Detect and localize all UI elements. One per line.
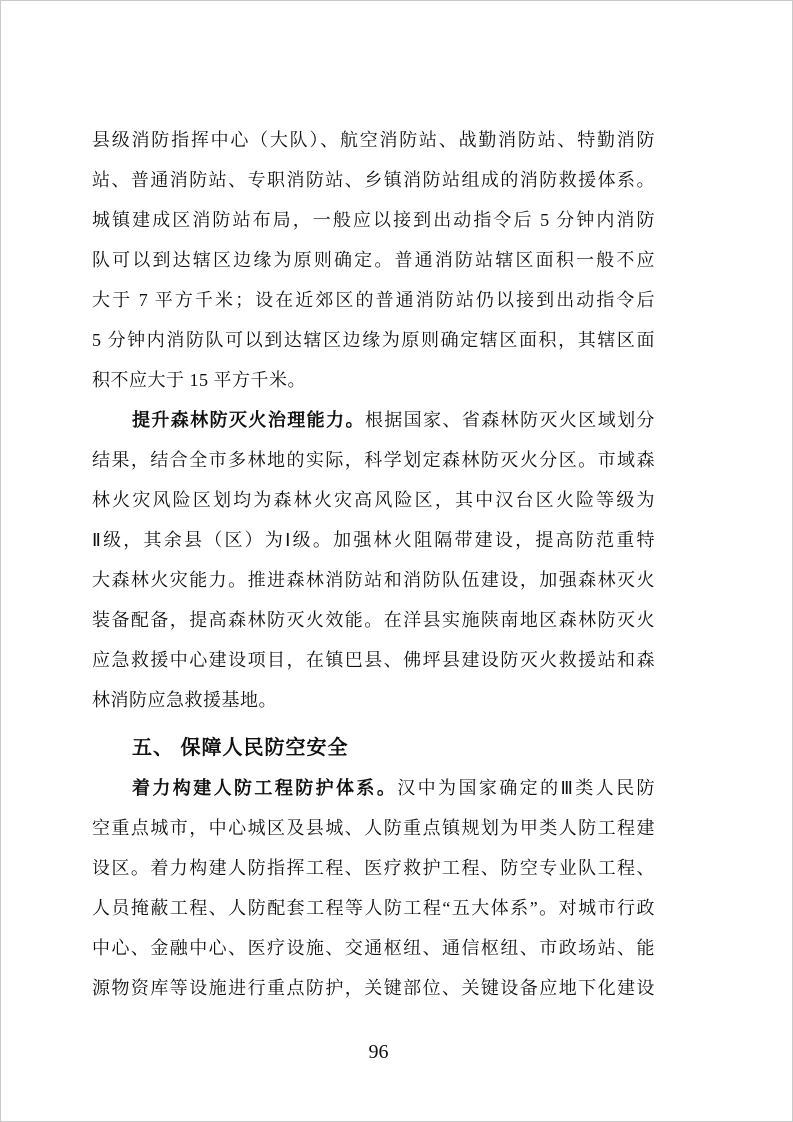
paragraph-line: 林消防应急救援基地。 xyxy=(92,690,277,710)
paragraph-line: 林火灾风险区划均为森林火灾高风险区，其中汉台区火险等级为 xyxy=(92,490,655,510)
paragraph-line: 装备配备，提高森林防灭火效能。在洋县实施陕南地区森林防灭火 xyxy=(92,610,655,630)
paragraph-line: 空重点城市，中心城区及县城、人防重点镇规划为甲类人防工程建 xyxy=(92,818,655,838)
paragraph-line: 中心、金融中心、医疗设施、交通枢纽、通信枢纽、市政场站、能 xyxy=(92,938,655,958)
paragraph-line: Ⅱ级，其余县（区）为Ⅰ级。加强林火阻隔带建设，提高防范重特 xyxy=(92,530,655,550)
paragraph-line xyxy=(92,768,655,808)
section-heading: 五、 保障人民防空安全 xyxy=(132,737,349,759)
paragraph-bold-lead: 着力构建人防工程防护体系。 xyxy=(132,778,398,798)
paragraph-line: 5 分钟内消防队可以到达辖区边缘为原则确定辖区面积，其辖区面 xyxy=(92,330,655,350)
paragraph-line-text: 根据国家、省森林防灭火区域划分 xyxy=(364,410,655,430)
page-number: 96 xyxy=(368,1041,389,1063)
page-footer xyxy=(1,1041,793,1064)
paragraph-line: 大森林火灾能力。推进森林消防站和消防队伍建设，加强森林灭火 xyxy=(92,570,655,590)
paragraph-line: 积不应大于 15 平方千米。 xyxy=(92,370,306,390)
paragraph-line: 大于 7 平方千米；设在近郊区的普通消防站仍以接到出动指令后 xyxy=(92,290,655,310)
paragraph-line: 应急救援中心建设项目，在镇巴县、佛坪县建设防灭火救援站和森 xyxy=(92,650,655,670)
paragraph-line: 设区。着力构建人防指挥工程、医疗救护工程、防空专业队工程、 xyxy=(92,858,655,878)
paragraph-bold-lead: 提升森林防灭火治理能力。 xyxy=(132,410,365,430)
paragraph-line: 城镇建成区消防站布局，一般应以接到出动指令后 5 分钟内消防 xyxy=(92,210,655,230)
paragraph-line: 结果，结合全市多林地的实际，科学划定森林防灭火分区。市域森 xyxy=(92,450,655,470)
paragraph-line: 源物资库等设施进行重点防护，关键部位、关键设备应地下化建设 xyxy=(92,978,655,998)
text-block xyxy=(92,120,655,1008)
paragraph-line: 队可以到达辖区边缘为原则确定。普通消防站辖区面积一般不应 xyxy=(92,250,655,270)
paragraph-line: 县级消防指挥中心（大队）、航空消防站、战勤消防站、特勤消防 xyxy=(92,130,655,150)
paragraph-line-text: 汉中为国家确定的Ⅲ类人民防 xyxy=(397,778,655,798)
paragraph-line: 人员掩蔽工程、人防配套工程等人防工程“五大体系”。对城市行政 xyxy=(92,898,655,918)
paragraph-line xyxy=(92,400,655,440)
paragraph-line: 站、普通消防站、专职消防站、乡镇消防站组成的消防救援体系。 xyxy=(92,170,655,190)
